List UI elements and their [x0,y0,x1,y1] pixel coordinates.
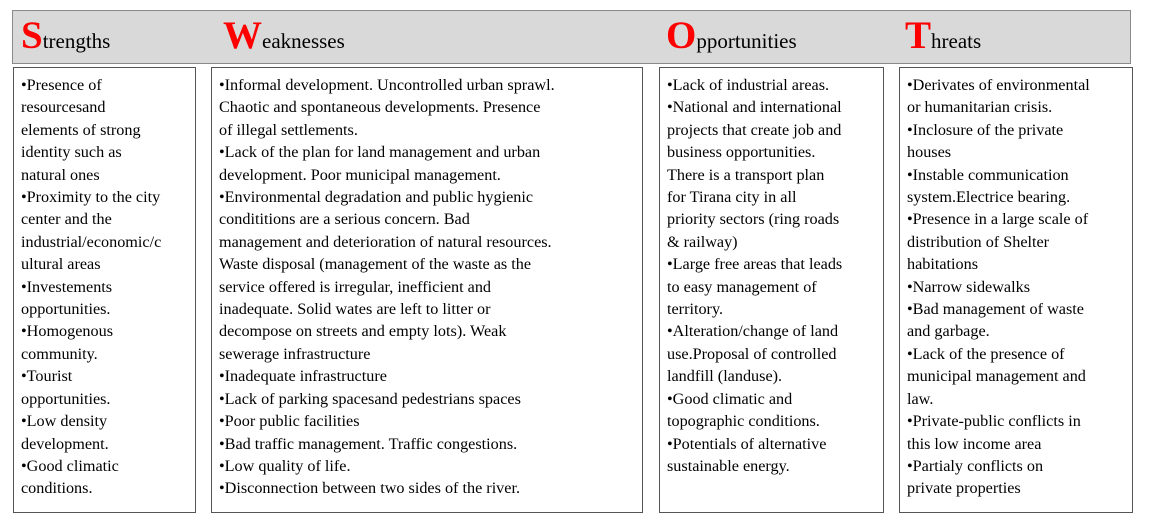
strengths-line: elements of strong [21,120,141,139]
opportunities-line: •Lack of industrial areas. [667,76,830,94]
weaknesses-line: •Lack of the plan for land management and urban [219,143,541,162]
threats-line: •Inclosure of the private [907,120,1064,139]
opportunities-list [667,74,877,477]
opportunities-line: to easy management of [667,277,817,296]
threats-line: •Bad management of waste [907,300,1084,319]
threats-line: •Partialy conflicts on [907,456,1044,475]
threats-line: private properties [907,479,1021,498]
threats-heading-initial: T [905,14,932,57]
opportunities-line: for Tirana city in all [667,188,797,207]
weaknesses-line: •Environmental degradation and public hygienic [219,188,534,207]
threats-box [899,67,1133,513]
opportunities-line: landfill (landuse). [667,367,783,386]
opportunities-line: •National and international [667,98,842,117]
weaknesses-line: Chaotic and spontaneous developments. Presence [219,98,541,117]
opportunities-line: projects that create job and [667,120,842,139]
weaknesses-line: condititions are a serious concern. Bad [219,210,470,229]
strengths-line: industrial/economic/c [21,232,162,251]
strengths-line: community. [21,344,98,363]
weaknesses-line: •Low quality of life. [219,456,351,475]
weaknesses-line: inadequate. Solid wates are left to litter or [219,300,491,319]
strengths-line: •Tourist [21,367,73,386]
threats-line: habitations [907,255,979,274]
opportunities-heading-rest: pportunities [696,29,797,53]
strengths-line: •Good climatic [21,456,119,475]
strengths-line: ultural areas [21,255,101,274]
threats-line: law. [907,389,934,408]
opportunities-line: business opportunities. [667,143,816,162]
strengths-line: development. [21,434,109,453]
strengths-line: •Homogenous [21,322,113,341]
weaknesses-heading-rest: eaknesses [262,29,345,53]
threats-line: •Private-public conflicts in [907,412,1081,431]
weaknesses-box [211,67,643,513]
weaknesses-line: service offered is irregular, inefficient and [219,277,492,296]
weaknesses-line: •Poor public facilities [219,412,360,431]
opportunities-line: & railway) [667,232,738,251]
weaknesses-line: •Lack of parking spacesand pedestrians spaces [219,389,521,408]
opportunities-heading-initial: O [666,14,697,57]
threats-line: •Presence in a large scale of [907,210,1089,229]
opportunities-line: use.Proposal of controlled [667,344,837,363]
weaknesses-line: •Disconnection between two sides of the river. [219,479,521,498]
threats-line: distribution of Shelter [907,232,1050,251]
opportunities-line: •Alteration/change of land [667,322,839,341]
strengths-line: •Proximity to the city [21,188,161,207]
strengths-line: •Presence of [21,76,102,94]
threats-heading-rest: hreats [931,29,982,53]
threats-line: •Derivates of environmental [907,76,1090,94]
weaknesses-line: •Bad traffic management. Traffic congestions. [219,434,518,453]
threats-line: houses [907,143,952,162]
opportunities-line: •Good climatic and [667,389,793,408]
threats-line: municipal management and [907,367,1086,386]
strengths-box [13,67,196,513]
strengths-line: opportunities. [21,389,111,408]
threats-line: •Narrow sidewalks [907,277,1030,296]
strengths-line: opportunities. [21,300,111,319]
strengths-line: center and the [21,210,112,229]
strengths-heading [21,16,110,64]
weaknesses-line: •Inadequate infrastructure [219,367,387,386]
strengths-line: resourcesand [21,98,106,117]
threats-line: this low income area [907,434,1042,453]
weaknesses-line: Waste disposal (management of the waste as the [219,255,532,274]
opportunities-line: There is a transport plan [667,165,825,184]
weaknesses-heading [223,16,345,64]
weaknesses-line: •Informal development. Uncontrolled urban sprawl. [219,76,555,94]
weaknesses-list [219,74,636,500]
strengths-line: •Investements [21,277,113,296]
strengths-line: •Low density [21,412,108,431]
strengths-line: natural ones [21,165,100,184]
threats-list [907,74,1126,500]
opportunities-line: priority sectors (ring roads [667,210,840,229]
threats-line: •Lack of the presence of [907,344,1065,363]
weaknesses-line: of illegal settlements. [219,120,358,139]
threats-line: and garbage. [907,322,990,341]
weaknesses-line: decompose on streets and empty lots). Weak [219,322,507,341]
opportunities-box [659,67,884,513]
weaknesses-line: management and deterioration of natural resources. [219,232,552,251]
weaknesses-heading-initial: W [223,14,262,57]
opportunities-line: topographic conditions. [667,412,820,431]
opportunities-line: sustainable energy. [667,456,790,475]
opportunities-line: •Potentials of alternative [667,434,827,453]
threats-heading [905,16,981,64]
weaknesses-line: sewerage infrastructure [219,344,371,363]
opportunities-line: •Large free areas that leads [667,255,843,274]
threats-line: system.Electrice bearing. [907,188,1071,207]
strengths-line: conditions. [21,479,93,498]
strengths-list [21,74,189,500]
threats-line: •Instable communication [907,165,1069,184]
threats-line: or humanitarian crisis. [907,98,1053,117]
strengths-heading-rest: trengths [42,29,111,53]
opportunities-line: territory. [667,300,724,319]
strengths-heading-initial: S [21,14,43,57]
opportunities-heading [666,16,797,64]
weaknesses-line: development. Poor municipal management. [219,165,501,184]
strengths-line: identity such as [21,143,122,162]
